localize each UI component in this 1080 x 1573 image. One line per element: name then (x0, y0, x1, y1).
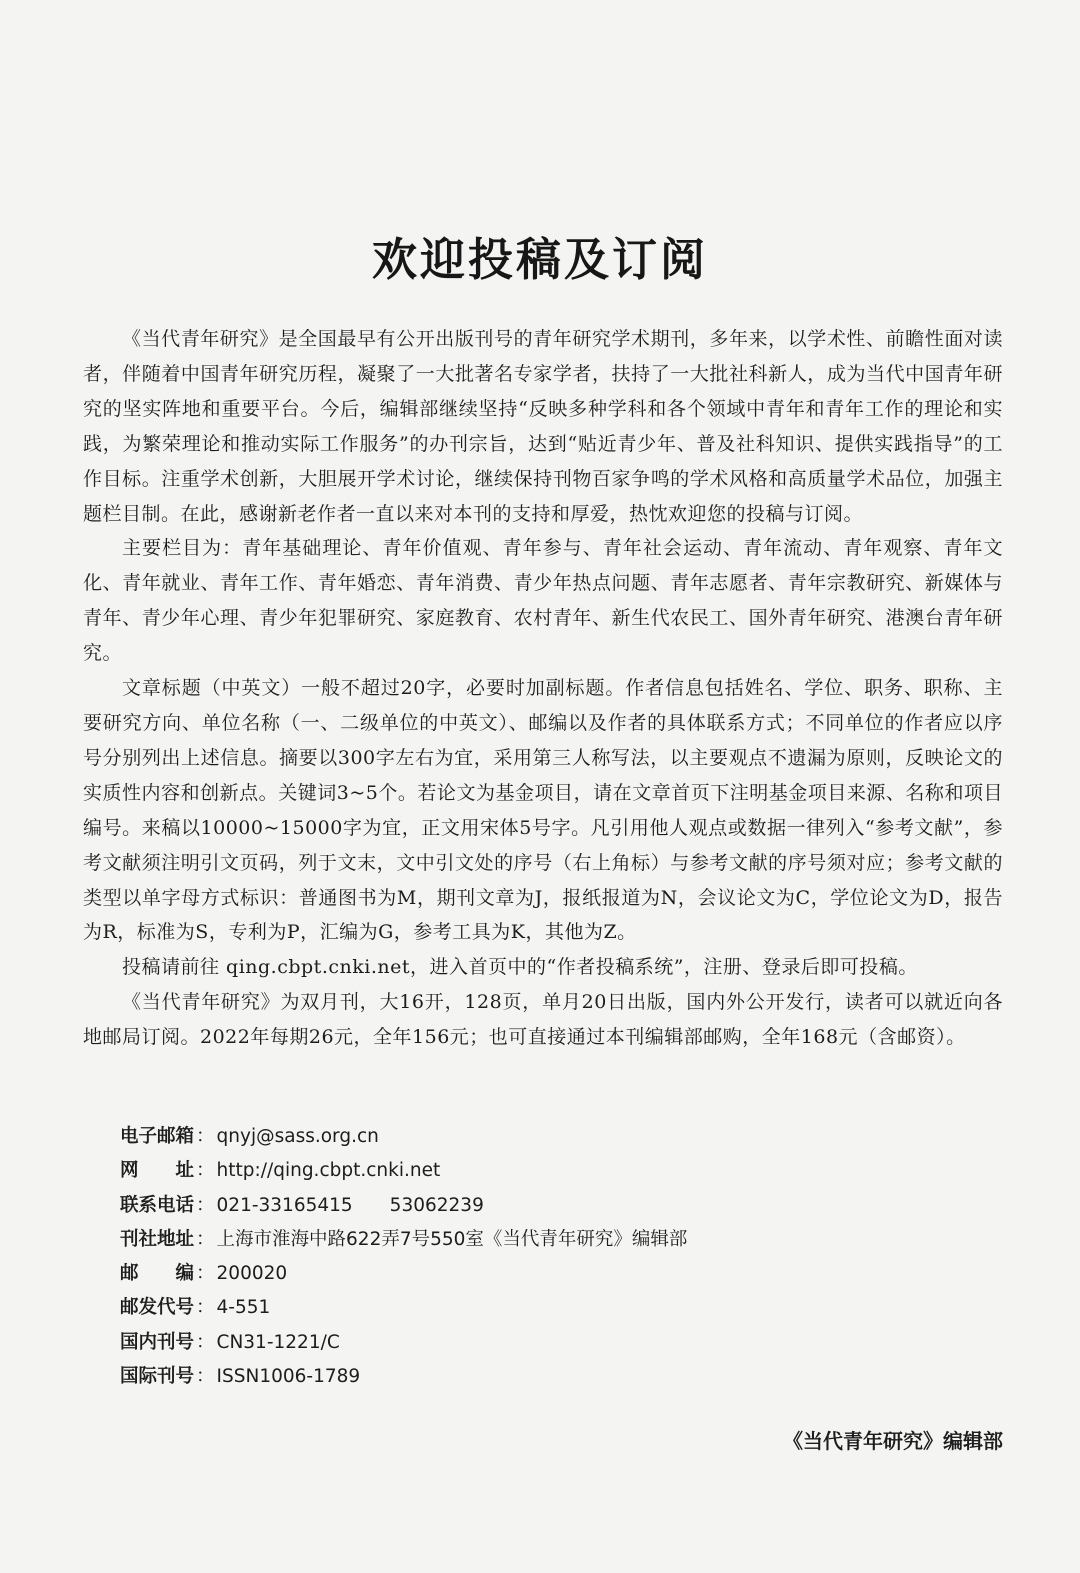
contact-phone-value: 021-33165415 53062239 (216, 1194, 484, 1216)
contact-issn-value: ISSN1006-1789 (216, 1366, 361, 1388)
contact-label: 邮发代号 (120, 1297, 195, 1319)
contact-separator: ： (196, 1126, 215, 1147)
subscription-paragraph: 《当代青年研究》为双月刊，大16开，128页，单月20日出版，国内外公开发行，读者可以就近向各地邮局订阅。2022年每期26元，全年156元；也可直接通过本刊编辑部邮购，全年168元（含邮资）。 (83, 991, 1003, 1049)
contact-row-international-issn (120, 1360, 920, 1394)
submission-site-paragraph: 投稿请前往 qing.cbpt.cnki.net，进入首页中的“作者投稿系统”，注册、登录后即可投稿。 (122, 956, 918, 979)
body-text (83, 322, 1003, 1055)
contact-label: 邮 编 (120, 1263, 195, 1285)
contact-email-value[interactable]: qnyj@sass.org.cn (216, 1126, 379, 1147)
contact-separator: ： (196, 1228, 215, 1250)
contact-row-postcode (120, 1257, 920, 1291)
contact-separator: ： (196, 1366, 215, 1388)
contact-separator: ： (196, 1297, 215, 1319)
contact-row-postal-code (120, 1291, 920, 1325)
contact-label: 电子邮箱 (120, 1126, 195, 1147)
contact-row-email (120, 1120, 920, 1154)
contact-label: 联系电话 (120, 1194, 195, 1216)
contact-cn-number-value: CN31-1221/C (216, 1331, 340, 1353)
contact-address-value: 上海市淮海中路622弄7号550室《当代青年研究》编辑部 (216, 1228, 688, 1250)
contact-separator: ： (196, 1194, 215, 1216)
contact-row-phone (120, 1189, 920, 1223)
contact-postcode-value: 200020 (216, 1263, 288, 1285)
submission-guidelines-paragraph: 文章标题（中英文）一般不超过20字，必要时加副标题。作者信息包括姓名、学位、职务、职称、主要研究方向、单位名称（一、二级单位的中英文）、邮编以及作者的具体联系方式；不同单位的作者应以序号分别列出上述信息。摘要以300字左右为宜，采用第三人称写法，以主要观点不遗漏为原则，反映论文的实质性内容和创新点。关键词3~5个。若论文为基金项目，请在文章首页下注明基金项目来源、名称和项目编号。来稿以10000~15000字为宜，正文用宋体5号字。凡引用他人观点或数据一律列入“参考文献”，参考文献须注明引文页码，列于文末，文中引文处的序号（右上角标）与参考文献的序号须对应；参考文献的类型以单字母方式标识：普通图书为M，期刊文章为J，报纸报道为N，会议论文为C，学位论文为D，报告为R，标准为S，专利为P，汇编为G，参考工具为K，其他为Z。 (83, 677, 1003, 944)
contact-postal-code-value: 4-551 (216, 1297, 271, 1319)
contact-label: 刊社地址 (120, 1228, 195, 1250)
contact-row-website (120, 1154, 920, 1188)
intro-paragraph: 《当代青年研究》是全国最早有公开出版刊号的青年研究学术期刊，多年来，以学术性、前瞻性面对读者，伴随着中国青年研究历程，凝聚了一大批著名专家学者，扶持了一大批社科新人，成为当代中国青年研究的坚实阵地和重要平台。今后，编辑部继续坚持“反映多种学科和各个领域中青年和青年工作的理论和实践，为繁荣理论和推动实际工作服务”的办刊宗旨，达到“贴近青少年、普及社科知识、提供实践指导”的工作目标。注重学术创新，大胆展开学术讨论，继续保持刊物百家争鸣的学术风格和高质量学术品位，加强主题栏目制。在此，感谢新老作者一直以来对本刊的支持和厚爱，热忱欢迎您的投稿与订阅。 (83, 328, 1003, 525)
contact-info (120, 1120, 920, 1394)
editorial-signature: 《当代青年研究》编辑部 (783, 1429, 1003, 1453)
contact-row-domestic-issn (120, 1326, 920, 1360)
contact-label: 国内刊号 (120, 1331, 195, 1353)
contact-separator: ： (196, 1160, 215, 1182)
columns-paragraph: 主要栏目为：青年基础理论、青年价值观、青年参与、青年社会运动、青年流动、青年观察、青年文化、青年就业、青年工作、青年婚恋、青年消费、青少年热点问题、青年志愿者、青年宗教研究、新媒体与青年、青少年心理、青少年犯罪研究、家庭教育、农村青年、新生代农民工、国外青年研究、港澳台青年研究。 (83, 537, 1003, 665)
contact-website-value[interactable]: http://qing.cbpt.cnki.net (216, 1160, 441, 1182)
page-title: 欢迎投稿及订阅 (371, 233, 708, 287)
contact-label: 国际刊号 (120, 1366, 195, 1388)
contact-separator: ： (196, 1331, 215, 1353)
contact-separator: ： (196, 1263, 215, 1285)
contact-row-address (120, 1223, 920, 1257)
contact-label: 网 址 (120, 1160, 195, 1182)
